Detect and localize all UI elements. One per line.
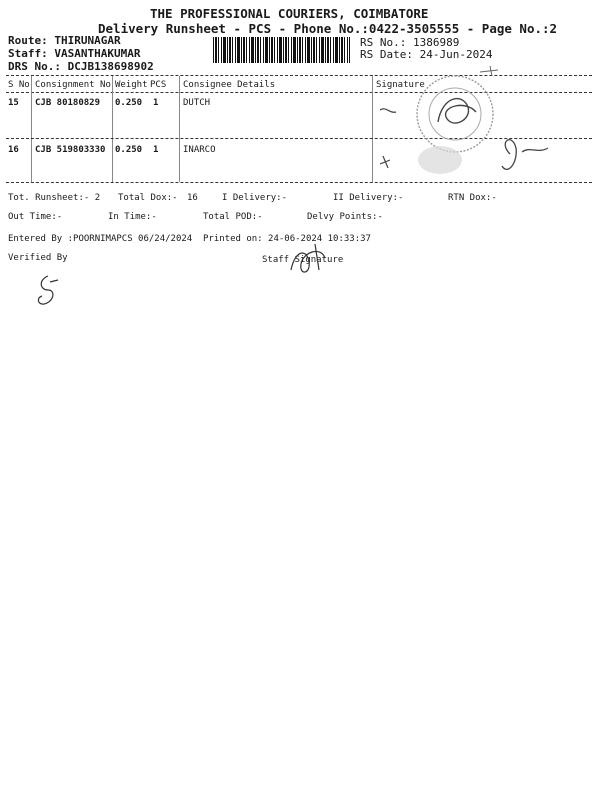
- barcode-graphic: [213, 37, 350, 63]
- col-header-weight: Weight: [115, 80, 148, 90]
- verifier-signature-graphic: [28, 272, 68, 312]
- total-pod: Total POD:-: [203, 212, 263, 222]
- rtn-dox: RTN Dox:-: [448, 193, 497, 203]
- total-dox-value: 16: [187, 193, 198, 203]
- printed-on: Printed on: 24-06-2024 10:33:37: [203, 234, 371, 244]
- staff-signature-label: Staff Signature: [262, 255, 344, 265]
- verified-by: Verified By: [8, 253, 68, 263]
- row-sno: 15: [8, 98, 19, 108]
- total-dox-label: Total Dox:-: [118, 193, 178, 203]
- rs-number: RS No.: 1386989: [360, 36, 460, 49]
- col-line: [112, 76, 113, 182]
- row-pcs: 1: [153, 145, 159, 155]
- staff-label: Staff: VASANTHAKUMAR: [8, 47, 141, 60]
- row-weight: 0.250: [115, 98, 143, 108]
- route-label: Route: THIRUNAGAR: [8, 34, 121, 47]
- company-title: THE PROFESSIONAL COURIERS, COIMBATORE: [150, 6, 429, 21]
- drs-number: DRS No.: DCJB138698902: [8, 60, 154, 73]
- out-time: Out Time:-: [8, 212, 63, 222]
- row-pcs: 1: [153, 98, 159, 108]
- staff-signature-graphic: [285, 240, 345, 280]
- col-header-pcs: PCS: [150, 80, 167, 90]
- col-header-sno: S No: [8, 80, 30, 90]
- col-line: [31, 76, 32, 182]
- col-header-signature: Signature: [376, 80, 425, 90]
- col-line: [372, 76, 373, 182]
- col-header-consignee: Consignee Details: [183, 80, 276, 90]
- in-time: In Time:-: [108, 212, 157, 222]
- row-consignee: INARCO: [183, 145, 216, 155]
- row-consignment: CJB 80180829: [35, 98, 101, 108]
- ii-delivery: II Delivery:-: [333, 193, 404, 203]
- tot-runsheet: Tot. Runsheet:- 2: [8, 193, 101, 203]
- col-line: [179, 76, 180, 182]
- entered-by: Entered By :POORNIMAPCS 06/24/2024: [8, 234, 193, 244]
- runsheet-title: Delivery Runsheet - PCS - Phone No.:0422-3505555 - Page No.:2: [98, 21, 558, 36]
- row-consignee: DUTCH: [183, 98, 211, 108]
- row-weight: 0.250: [115, 145, 143, 155]
- col-header-consignment: Consignment No: [35, 80, 111, 90]
- row-sno: 16: [8, 145, 19, 155]
- row-consignment: CJB 519803330: [35, 145, 106, 155]
- signature-stamp-graphic: [380, 62, 600, 192]
- delvy-points: Delvy Points:-: [307, 212, 383, 222]
- i-delivery: I Delivery:-: [222, 193, 288, 203]
- rs-date: RS Date: 24-Jun-2024: [360, 48, 493, 61]
